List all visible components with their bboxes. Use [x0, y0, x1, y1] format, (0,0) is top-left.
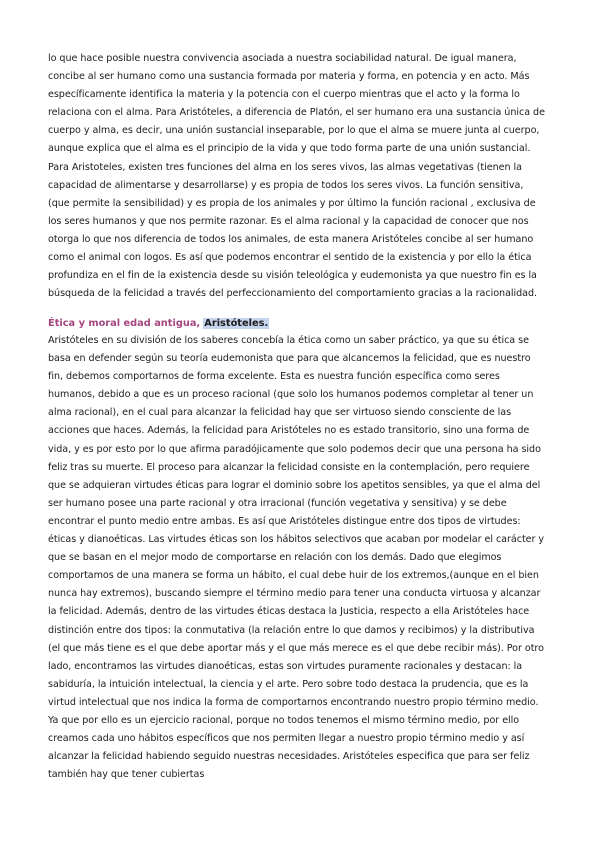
section-heading	[48, 316, 269, 332]
text-line: profundiza en el fin de la existencia desde su visión teleológica y eudemonista ya que nuestro fin es la	[48, 270, 537, 282]
text-line: lo que hace posible nuestra convivencia asociada a nuestra sociabilidad natural. De igual manera,	[48, 53, 517, 64]
text-line: (que permite la sensibilidad) y es propia de los animales y por último la función racional , exclusiva de	[48, 197, 536, 209]
text-line: virtud intelectual que nos indica la forma de comportarnos encontrando nuestro propio término medio.	[48, 696, 539, 708]
text-line: los seres humanos y que nos permite razonar. Es el alma racional y la capacidad de conocer que nos	[48, 215, 529, 227]
text-line: nunca hay extremos), buscando siempre el término medio para tener una conducta virtuosa y alcanzar	[48, 588, 541, 600]
text-line: distinción entre dos tipos: la conmutativa (la relación entre lo que damos y recibimos) y la distributiva	[48, 624, 535, 636]
heading-highlighted-text[interactable]: Aristóteles.	[204, 318, 269, 329]
text-line: feliz tras su muerte. El proceso para alcanzar la felicidad consiste en la contemplación, pero requiere	[48, 461, 530, 473]
text-line: relaciona con el alma. Para Aristóteles, a diferencia de Platón, el ser humano era una sustancia única de	[48, 107, 545, 119]
text-line: creamos cada uno hábitos específicos que nos permiten llegar a nuestro propio término medio y así	[48, 733, 525, 745]
text-line: Aristóteles en su división de los saberes concebía la ética como un saber práctico, ya que su ética se	[48, 335, 529, 346]
text-line: acciones que haces. Además, la felicidad para Aristóteles no es estado transitorio, sino una forma de	[48, 425, 530, 437]
text-line: también hay que tener cubiertas	[48, 769, 205, 781]
text-line: alcanzar la felicidad habiendo seguido nuestras necesidades. Aristóteles especifica que para ser feliz	[48, 751, 530, 763]
text-line: cuerpo y alma, es decir, una unión sustancial inseparable, por lo que el alma se muere junta al cuerpo,	[48, 125, 540, 137]
text-line: la felicidad. Además, dentro de las virtudes éticas destaca la Justicia, respecto a ella Aristóteles hace	[48, 606, 530, 618]
text-line: fin, debemos comportarnos de forma excelente. Esta es nuestra función específica como seres	[48, 371, 500, 383]
text-line: capacidad de alimentarse y desarrollarse) y es propia de todos los seres vivos. La función sensitiva,	[48, 179, 524, 191]
heading-title: Ética y moral edad antigua,	[48, 318, 201, 329]
text-line: que se adquieran virtudes éticas para lograr el dominio sobre los apetitos sensibles, ya que el alma del	[48, 479, 541, 491]
text-line: ser humano posee una parte racional y otra irracional (función vegetativa y sensitiva) y se debe	[48, 497, 507, 509]
text-line: aunque explica que el alma es el principio de la vida y que todo forma parte de una unión sustancial.	[48, 143, 531, 155]
text-line: sabiduría, la intuición intelectual, la ciencia y el arte. Pero sobre todo destaca la prudencia, que es la	[48, 678, 529, 690]
text-line: específicamente identifica la materia y la potencia con el cuerpo mientras que el acto y la forma lo	[48, 89, 520, 101]
text-line: basa en defender según su teoría eudemonista que para que alcancemos la felicidad, que es nuestro	[48, 353, 531, 365]
text-line: (el que más tiene es el que debe aportar más y el que más merece es el que debe recibir más). Por otro	[48, 642, 544, 654]
paragraph-2	[48, 332, 558, 784]
text-line: comportamos de una manera se forma un hábito, el cual debe huir de los extremos,(aunque en el bien	[48, 570, 539, 582]
text-line: como el animal con logos. Es así que podemos encontrar el sentido de la existencia y por ello la ética	[48, 252, 532, 264]
text-line: Para Aristoteles, existen tres funciones del alma en los seres vivos, las almas vegetativas (tienen la	[48, 161, 522, 173]
text-line: concibe al ser humano como una sustancia formada por materia y forma, en potencia y en acto. Más	[48, 71, 530, 83]
text-line: Ya que por ello es un ejercicio racional, porque no todos tenemos el mismo término medio, por ello	[48, 714, 520, 726]
text-line: alma racional), en el cual para alcanzar la felicidad hay que ser virtuoso siendo consciente de las	[48, 407, 512, 419]
text-line: encontrar el punto medio entre ambas. Es así que Aristóteles distingue entre dos tipos de virtudes:	[48, 515, 521, 527]
text-line: lado, encontramos las virtudes dianoéticas, estas son virtudes puramente racionales y destacan: la	[48, 660, 523, 672]
paragraph-1	[48, 50, 558, 303]
text-line: humanos, debido a que es un proceso racional (que solo los humanos podemos completar al tener un	[48, 389, 534, 401]
text-line: otorga lo que nos diferencia de todos los animales, de esta manera Aristóteles concibe al ser humano	[48, 233, 534, 245]
text-line: vida, y es por esto por lo que afirma paradójicamente que solo podemos decir que una persona ha sido	[48, 443, 541, 455]
text-line: búsqueda de la felicidad a través del perfeccionamiento del comportamiento gracias a la racionalidad.	[48, 288, 538, 300]
text-line: éticas y dianoéticas. Las virtudes éticas son los hábitos selectivos que acaban por modelar el carácter y	[48, 534, 545, 546]
text-line: que se basan en el mejor modo de comportarse en relación con los demás. Dado que elegimos	[48, 552, 502, 564]
